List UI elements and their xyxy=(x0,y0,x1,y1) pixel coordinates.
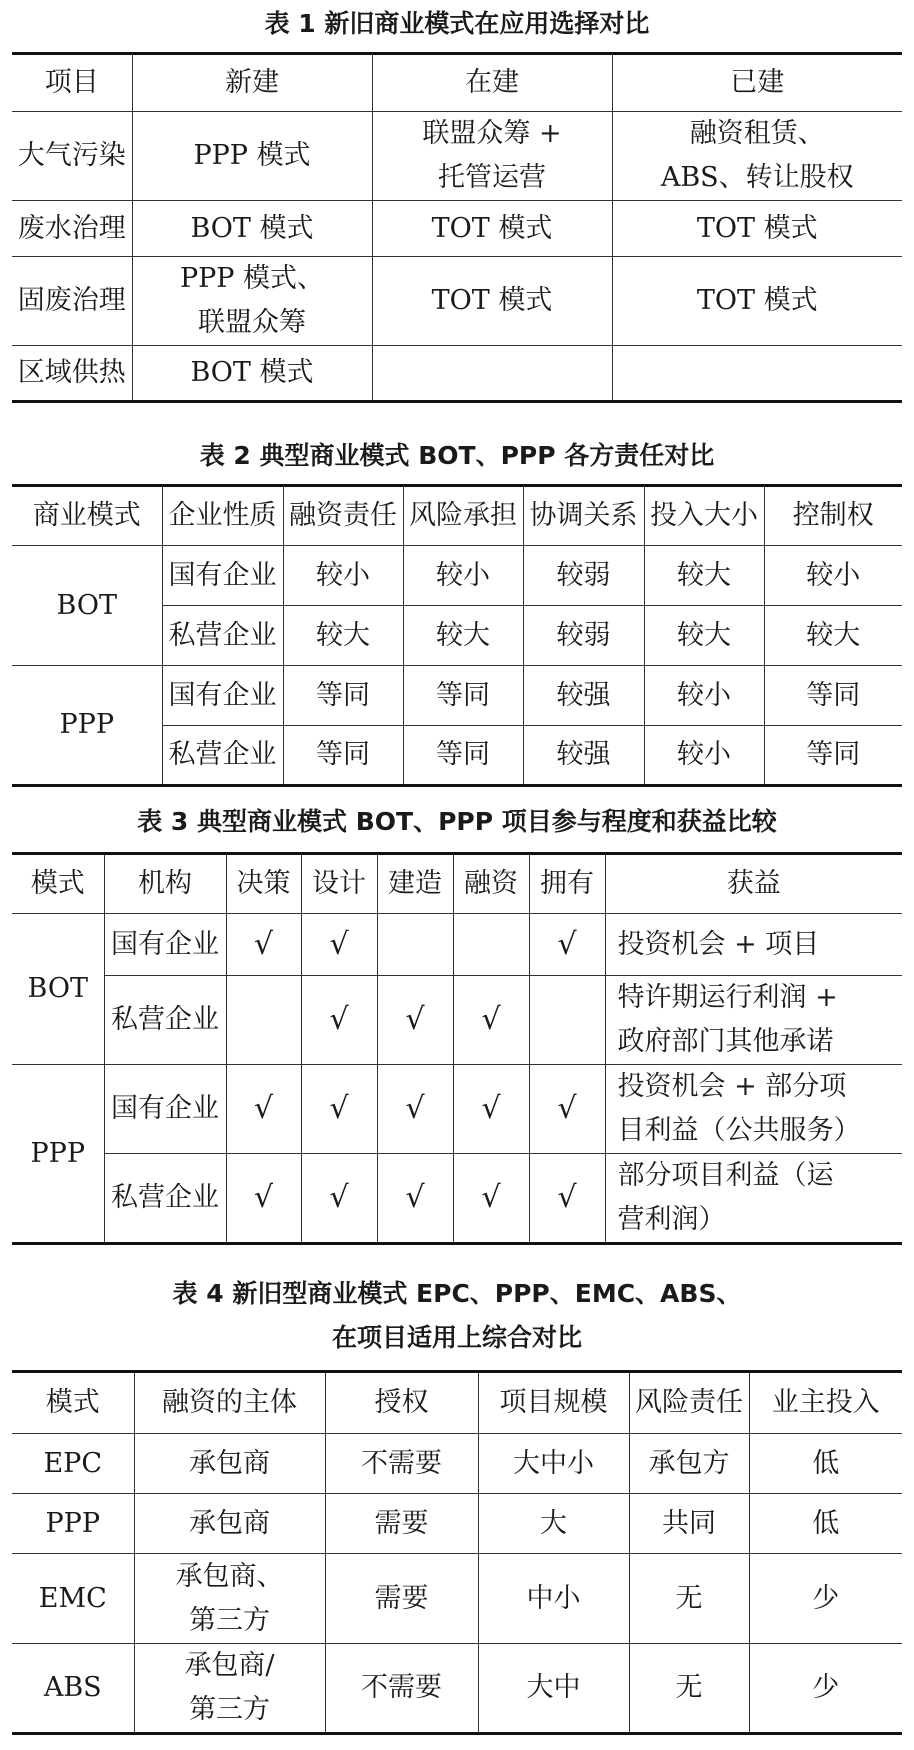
table4-cell: 不需要 xyxy=(325,1644,478,1734)
table4-cell: 无 xyxy=(629,1554,749,1644)
check-mark: √ xyxy=(226,1154,301,1244)
check-mark: √ xyxy=(301,914,377,976)
table2-header-cell: 投入大小 xyxy=(644,486,764,546)
table4-header-cell: 项目规模 xyxy=(478,1372,629,1434)
check-mark: √ xyxy=(453,1154,529,1244)
line: 第三方 xyxy=(189,1604,270,1636)
table4-cell: PPP xyxy=(12,1494,134,1554)
table2-cell: 较弱 xyxy=(523,546,644,606)
table1-cell xyxy=(612,112,902,201)
check-mark: √ xyxy=(226,914,301,976)
table2-cell: 较强 xyxy=(523,726,644,786)
check-mark: √ xyxy=(453,1065,529,1154)
check-mark: √ xyxy=(301,1065,377,1154)
table-row xyxy=(12,346,902,402)
table4-caption-line2: 在项目适用上综合对比 xyxy=(331,1323,582,1352)
table2-header-cell: 商业模式 xyxy=(12,486,162,546)
table1-header-cell: 项目 xyxy=(12,54,132,112)
table1-cell xyxy=(372,346,612,402)
table2-cell: 较大 xyxy=(764,606,902,666)
table1-header-cell: 在建 xyxy=(372,54,612,112)
table2-cell: 较小 xyxy=(644,666,764,726)
table1-cell: BOT 模式 xyxy=(132,201,372,257)
table4-cell: EPC xyxy=(12,1434,134,1494)
table4-header-cell: 业主投入 xyxy=(749,1372,902,1434)
check-mark xyxy=(226,976,301,1065)
table1-cell: TOT 模式 xyxy=(612,201,902,257)
table3-header-cell: 机构 xyxy=(104,854,226,914)
table4-cell: 无 xyxy=(629,1644,749,1734)
table3-cell: 国有企业 xyxy=(104,914,226,976)
table-row xyxy=(12,1554,902,1644)
table2-header-cell: 融资责任 xyxy=(283,486,403,546)
table2-cell: 私营企业 xyxy=(162,726,283,786)
table2-mode-cell: BOT xyxy=(12,546,162,666)
table2-cell: 国有企业 xyxy=(162,546,283,606)
table1-caption: 表 1 新旧商业模式在应用选择对比 xyxy=(264,9,650,38)
check-mark: √ xyxy=(377,1065,453,1154)
table4-header-cell: 融资的主体 xyxy=(134,1372,325,1434)
table-row xyxy=(12,666,902,726)
line: 联盟众筹 xyxy=(198,307,306,338)
table2-cell: 等同 xyxy=(403,666,523,726)
table-row xyxy=(12,914,902,976)
table1-cell: 废水治理 xyxy=(12,201,132,257)
table4-cell: 承包商 xyxy=(134,1494,325,1554)
table-row xyxy=(12,1434,902,1494)
line: 营利润） xyxy=(617,1204,726,1235)
table3-header-cell: 决策 xyxy=(226,854,301,914)
table-row xyxy=(12,201,902,257)
table2-cell: 等同 xyxy=(403,726,523,786)
table2-mode-cell: PPP xyxy=(12,666,162,786)
table4-header-cell: 模式 xyxy=(12,1372,134,1434)
table4 xyxy=(12,1370,902,1735)
table2 xyxy=(12,484,902,787)
table-row xyxy=(12,1494,902,1554)
table4-cell: 承包商 xyxy=(134,1434,325,1494)
check-mark: √ xyxy=(529,1065,605,1154)
table4-cell: 不需要 xyxy=(325,1434,478,1494)
table2-cell: 等同 xyxy=(283,726,403,786)
table3-header-row xyxy=(12,854,902,914)
check-mark xyxy=(377,914,453,976)
table1 xyxy=(12,52,902,403)
table4-cell: EMC xyxy=(12,1554,134,1644)
table3-cell: 私营企业 xyxy=(104,976,226,1065)
line: 承包商/ xyxy=(184,1650,275,1681)
table4-header-cell: 风险责任 xyxy=(629,1372,749,1434)
table2-caption: 表 2 典型商业模式 BOT、PPP 各方责任对比 xyxy=(199,441,715,470)
line: 融资租赁、 xyxy=(689,118,825,149)
table4-cell: 低 xyxy=(749,1494,902,1554)
table4-header-row xyxy=(12,1372,902,1434)
table3-mode-cell: PPP xyxy=(12,1065,104,1244)
table4-cell: 大中小 xyxy=(478,1434,629,1494)
line: 部分项目利益（运 xyxy=(617,1160,834,1191)
table2-cell: 较小 xyxy=(764,546,902,606)
table1-header-cell: 已建 xyxy=(612,54,902,112)
table4-cell: 承包方 xyxy=(629,1434,749,1494)
table4-cell xyxy=(134,1554,325,1644)
table2-cell: 较大 xyxy=(283,606,403,666)
table4-cell: ABS xyxy=(12,1644,134,1734)
table1-cell: 大气污染 xyxy=(12,112,132,201)
check-mark xyxy=(529,976,605,1065)
table1-cell: TOT 模式 xyxy=(612,257,902,346)
table2-cell: 较小 xyxy=(283,546,403,606)
table4-cell xyxy=(134,1644,325,1734)
table2-cell: 较大 xyxy=(644,546,764,606)
table2-header-row xyxy=(12,486,902,546)
table1-header-row xyxy=(12,54,902,112)
table4-cell: 少 xyxy=(749,1554,902,1644)
check-mark: √ xyxy=(301,976,377,1065)
table2-cell: 私营企业 xyxy=(162,606,283,666)
table4-cell: 需要 xyxy=(325,1494,478,1554)
table3-caption: 表 3 典型商业模式 BOT、PPP 项目参与程度和获益比较 xyxy=(137,807,777,836)
table3-benefit-cell xyxy=(605,1065,902,1154)
table1-cell: PPP 模式 xyxy=(132,112,372,201)
table4-caption-line1: 表 4 新旧型商业模式 EPC、PPP、EMC、ABS、 xyxy=(172,1279,742,1308)
table1-cell xyxy=(372,112,612,201)
check-mark: √ xyxy=(377,976,453,1065)
table3 xyxy=(12,852,902,1245)
table2-header-cell: 控制权 xyxy=(764,486,902,546)
table3-header-cell: 拥有 xyxy=(529,854,605,914)
table4-cell: 少 xyxy=(749,1644,902,1734)
table3-benefit-cell xyxy=(605,976,902,1065)
line: 托管运营 xyxy=(438,162,546,193)
table4-header-cell: 授权 xyxy=(325,1372,478,1434)
table3-cell: 国有企业 xyxy=(104,1065,226,1154)
table2-cell: 国有企业 xyxy=(162,666,283,726)
line: 目利益（公共服务） xyxy=(617,1115,861,1146)
table2-cell: 较大 xyxy=(403,606,523,666)
table1-cell: 固废治理 xyxy=(12,257,132,346)
table2-cell: 等同 xyxy=(283,666,403,726)
table-row xyxy=(12,976,902,1065)
table1-cell xyxy=(612,346,902,402)
check-mark xyxy=(453,914,529,976)
table2-cell: 较小 xyxy=(644,726,764,786)
table4-cell: 大中 xyxy=(478,1644,629,1734)
table2-cell: 等同 xyxy=(764,726,902,786)
check-mark: √ xyxy=(377,1154,453,1244)
table2-cell: 较强 xyxy=(523,666,644,726)
check-mark: √ xyxy=(226,1065,301,1154)
line: 特许期运行利润 + xyxy=(617,982,838,1013)
check-mark: √ xyxy=(453,976,529,1065)
table-row xyxy=(12,112,902,201)
table3-mode-cell: BOT xyxy=(12,914,104,1065)
table2-header-cell: 风险承担 xyxy=(403,486,523,546)
table2-cell: 较弱 xyxy=(523,606,644,666)
table4-cell: 大 xyxy=(478,1494,629,1554)
check-mark: √ xyxy=(529,1154,605,1244)
line: 承包商、 xyxy=(175,1560,284,1592)
table1-header-cell: 新建 xyxy=(132,54,372,112)
table4-cell: 需要 xyxy=(325,1554,478,1644)
table3-header-cell: 设计 xyxy=(301,854,377,914)
table2-header-cell: 企业性质 xyxy=(162,486,283,546)
table3-header-cell: 建造 xyxy=(377,854,453,914)
table3-benefit-cell: 投资机会 + 项目 xyxy=(605,914,902,976)
table3-cell: 私营企业 xyxy=(104,1154,226,1244)
table1-cell: TOT 模式 xyxy=(372,201,612,257)
table3-benefit-cell xyxy=(605,1154,902,1244)
table-row xyxy=(12,1154,902,1244)
table3-header-cell: 融资 xyxy=(453,854,529,914)
line: ABS、转让股权 xyxy=(660,162,854,193)
line: 投资机会 + 部分项 xyxy=(617,1071,847,1102)
table2-header-cell: 协调关系 xyxy=(523,486,644,546)
line: 联盟众筹 + xyxy=(422,118,562,149)
table2-cell: 等同 xyxy=(764,666,902,726)
table-row xyxy=(12,1644,902,1734)
check-mark: √ xyxy=(301,1154,377,1244)
table3-header-cell: 模式 xyxy=(12,854,104,914)
table2-cell: 较小 xyxy=(403,546,523,606)
table3-header-cell: 获益 xyxy=(605,854,902,914)
table-row xyxy=(12,1065,902,1154)
line: 政府部门其他承诺 xyxy=(617,1026,834,1057)
table1-cell xyxy=(132,257,372,346)
table4-cell: 低 xyxy=(749,1434,902,1494)
line: 第三方 xyxy=(189,1694,270,1725)
table-row xyxy=(12,257,902,346)
table2-cell: 较大 xyxy=(644,606,764,666)
table4-cell: 共同 xyxy=(629,1494,749,1554)
line: PPP 模式、 xyxy=(179,263,325,294)
table1-cell: BOT 模式 xyxy=(132,346,372,402)
table-row xyxy=(12,546,902,606)
table4-cell: 中小 xyxy=(478,1554,629,1644)
table1-cell: TOT 模式 xyxy=(372,257,612,346)
check-mark: √ xyxy=(529,914,605,976)
table1-cell: 区域供热 xyxy=(12,346,132,402)
